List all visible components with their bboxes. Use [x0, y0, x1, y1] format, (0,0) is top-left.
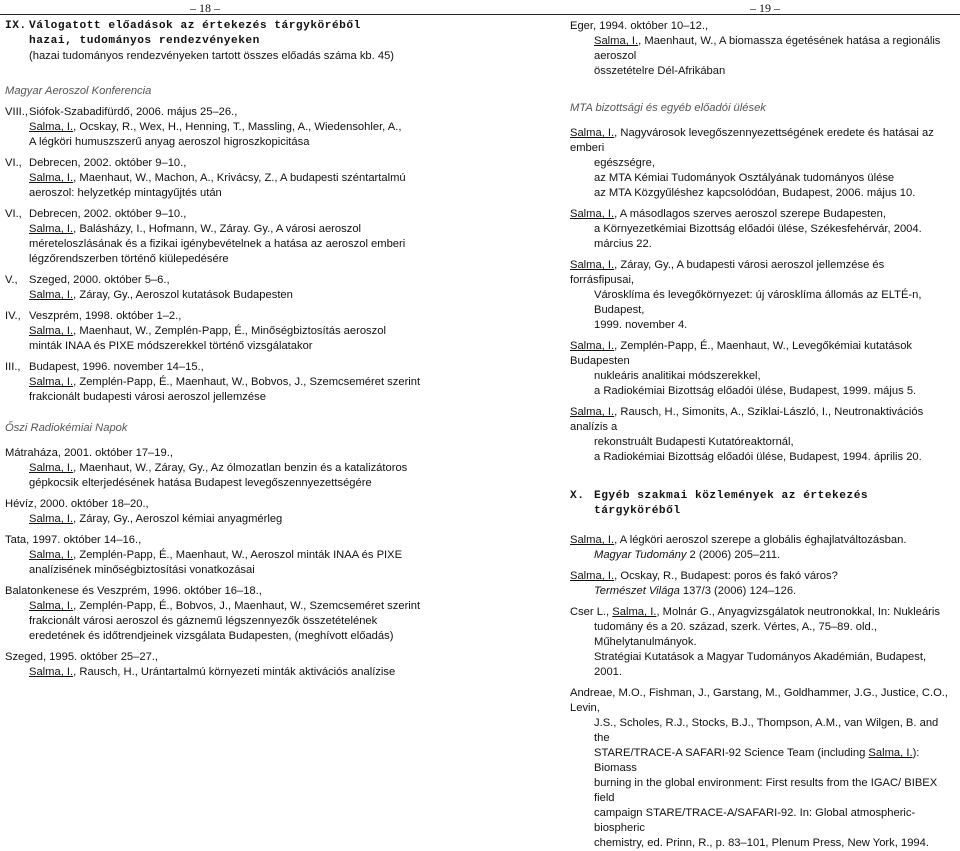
- right-content: [570, 19, 950, 851]
- section-heading: X. Egyéb szakmai közlemények az értekezés tárgyköréből: [570, 490, 869, 517]
- list-item: Tata, 1997. október 14–16., Salma, I., Zemplén-Papp, É., Maenhaut, W., Aeroszol minták INAA és PIXE analízisének minőségbiztosítási vonatkozásai: [5, 534, 403, 576]
- section-note: (hazai tudományos rendezvényeken tartott összes előadás száma kb. 45): [29, 50, 395, 62]
- list-item: Salma, I., A másodlagos szerves aeroszol szerepe Budapesten, a Környezetkémiai Bizottság előadói ülése, Székesfehérvár, 2004. március 22.: [570, 208, 922, 250]
- group-heading: Magyar Aeroszol Konferencia: [5, 85, 152, 97]
- list-item: Salma, I., Ocskay, R., Budapest: poros és fakó város? Természet Világa 137/3 (2006) 124–126.: [570, 570, 838, 597]
- list-item: Salma, I., Záray, Gy., A budapesti városi aeroszol jellemzése és forrásfipusai, Városklíma és levegőkörnyezet: új városklíma állomás az ELTÉ-n, Budapest, 1999. november 4.: [570, 259, 922, 331]
- list-item: Cser L., Salma, I., Molnár G., Anyagvizsgálatok neutronokkal, In: Nukleáris tudomány és a 20. század, szerk. Vértes, A., 75–89. old., Műhelytanulmányok. Stratégiai Kutatások a Magyar Tudományos Akadémián, Budapest, 2001.: [570, 606, 940, 678]
- group-heading: MTA bizottsági és egyéb előadói ülések: [570, 102, 766, 114]
- section-heading: IX. Válogatott előadások az értekezés tárgyköréből: [5, 20, 361, 32]
- list-item: Salma, I., Nagyvárosok levegőszennyezettségének eredete és hatásai az emberi egészségre, az MTA Kémiai Tudományok Osztályának tudományos ülése az MTA Közgyűléshez kapcsolódóan, Budapest, 2006. május 10.: [570, 127, 934, 199]
- list-item: Mátraháza, 2001. október 17–19., Salma, I., Maenhaut, W., Záray, Gy., Az ólmozatlan benzin és a katalizátoros gépkocsik elterjedésének hatása Budapest levegőszennyezettségére: [5, 447, 408, 489]
- page-rule: [0, 14, 480, 15]
- list-item: Balatonkenese és Veszprém, 1996. október 16–18., Salma, I., Zemplén-Papp, É., Bobvos, J., Maenhaut, W., Szemcseméret szerint frakcionált városi aeroszol és gáznemű légszennyezők összetételének eredetének és időtrendjeinek vizsgálata Budapesten, (meghívott előadás): [5, 585, 421, 642]
- page-number: – 19 –: [750, 1, 780, 15]
- list-item: Salma, I., A légköri aeroszol szerepe a globális éghajlatváltozásban. Magyar Tudomány 2 (2006) 205–211.: [570, 534, 907, 561]
- left-content: [5, 19, 471, 680]
- list-item: V., Szeged, 2000. október 5–6., Salma, I., Záray, Gy., Aeroszol kutatások Budapesten: [5, 274, 293, 301]
- right-page: [480, 0, 960, 849]
- list-item: Salma, I., Zemplén-Papp, É., Maenhaut, W., Levegőkémiai kutatások Budapesten nukleáris analitikai módszerekkel, a Radiokémiai Bizottság előadói ülése, Budapest, 1999. május 5.: [570, 340, 917, 397]
- left-page: [0, 0, 480, 678]
- list-item: Hévíz, 2000. október 18–20., Salma, I., Záray, Gy., Aeroszol kémiai anyagmérleg: [5, 498, 283, 525]
- list-item: Salma, I., Rausch, H., Simonits, A., Sziklai-László, I., Neutronaktivációs analízis a rekonstruált Budapesti Kutatóreaktornál, a Radiokémiai Bizottság előadói ülése, Budapest, 1994. április 20.: [570, 406, 924, 463]
- list-item: IV., Veszprém, 1998. október 1–2., Salma, I., Maenhaut, W., Zemplén-Papp, É., Minőségbiztosítás aeroszol minták INAA és PIXE módszerekkel történő vizsgálatakor: [5, 310, 386, 352]
- list-item: VIII., Siófok-Szabadifürdő, 2006. május 25–26., Salma, I., Ocskay, R., Wex, H., Henning, T., Massling, A., Wiedensohler, A., A légköri humuszszerű anyag aeroszol higroszkopicitása: [5, 106, 402, 148]
- page-rule: [480, 14, 960, 15]
- section-heading-line2: hazai, tudományos rendezvényeken: [29, 35, 260, 47]
- list-item: Szeged, 1995. október 25–27., Salma, I., Rausch, H., Urántartalmú környezeti minták aktivációs analízise: [5, 651, 396, 678]
- page-number: – 18 –: [190, 1, 220, 15]
- list-item: VI., Debrecen, 2002. október 9–10., Salma, I., Balásházy, I., Hofmann, W., Záray. Gy., A városi aeroszol méreteloszlásának és a fizikai igénybevételnek a hatása az aeroszol emberi légzőrendszerben történő kiülepedésére: [5, 208, 406, 265]
- list-item: Andreae, M.O., Fishman, J., Garstang, M., Goldhammer, J.G., Justice, C.O., Levin, J.S., Scholes, R.J., Stocks, B.J., Thompson, A.M., van Wilgen, B. and the STARE/TRACE-A SAFARI-92 Science Team (including Salma, I.): Biomass burning in the global environment: First results from the IGAC/ BIBEX field campaign STARE/TRACE-A/SAFARI-92. In: Global atmospheric-biospheric chemistry, ed. Prinn, R., p. 83–101, Plenum Press, New York, 1994.: [570, 687, 949, 849]
- list-item: VI., Debrecen, 2002. október 9–10., Salma, I., Maenhaut, W., Machon, A., Krivácsy, Z., A budapesti széntartalmú aeroszol: helyzetkép mintagyűjtés után: [5, 157, 406, 199]
- list-item: III., Budapest, 1996. november 14–15., Salma, I., Zemplén-Papp, É., Maenhaut, W., Bobvos, J., Szemcseméret szerint frakcionált budapesti városi aeroszol jellemzése: [5, 361, 421, 403]
- group-heading: Őszi Radiokémiai Napok: [5, 422, 128, 434]
- list-item: Eger, 1994. október 10–12., Salma, I., Maenhaut, W., A biomassza égetésének hatása a regionális aeroszol összetételre Dél-Afrikában: [570, 20, 941, 77]
